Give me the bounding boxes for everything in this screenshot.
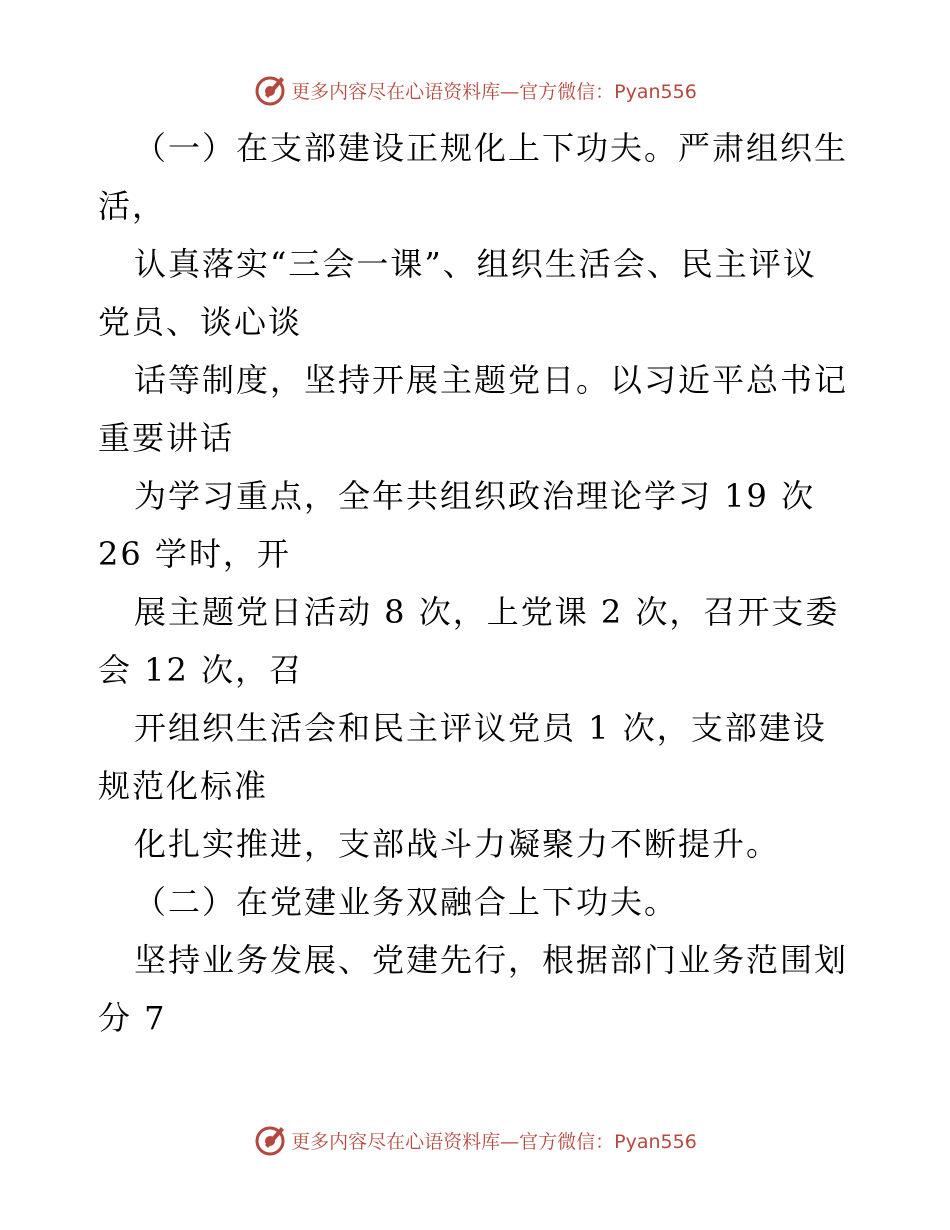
text-line: 为学习重点，全年共组织政治理论学习 19 次 <box>134 477 816 515</box>
text-line: 会 12 次，召 <box>98 651 304 689</box>
text-line: 活， <box>98 187 167 225</box>
text-line: 26 学时，开 <box>98 535 291 573</box>
watermark-text: 更多内容尽在心语资料库—官方微信：Pyan556 <box>291 80 697 103</box>
text-line: 重要讲话 <box>98 419 235 457</box>
watermark-text: 更多内容尽在心语资料库—官方微信：Pyan556 <box>291 1130 697 1153</box>
text-line: 党员、谈心谈 <box>98 303 303 341</box>
document-body <box>98 125 858 1053</box>
watermark-banner-bottom <box>0 1120 950 1160</box>
pen-logo-icon <box>253 73 287 107</box>
text-line: 开组织生活会和民主评议党员 1 次，支部建设 <box>134 709 827 747</box>
text-line: 认真落实“三会一课”、组织生活会、民主评议 <box>134 245 817 283</box>
watermark-banner-top <box>0 70 950 110</box>
text-line: 分 7 <box>98 999 167 1037</box>
text-line: 坚持业务发展、党建先行，根据部门业务范围划 <box>134 941 849 979</box>
text-line: 规范化标准 <box>98 767 269 805</box>
text-line: （二）在党建业务双融合上下功夫。 <box>134 883 679 921</box>
text-line: 展主题党日活动 8 次，上党课 2 次，召开支委 <box>134 593 840 631</box>
text-line: （一）在支部建设正规化上下功夫。严肃组织生 <box>134 129 849 167</box>
pen-logo-icon <box>253 1123 287 1157</box>
text-line: 话等制度，坚持开展主题党日。以习近平总书记 <box>134 361 849 399</box>
text-line: 化扎实推进，支部战斗力凝聚力不断提升。 <box>134 825 781 863</box>
